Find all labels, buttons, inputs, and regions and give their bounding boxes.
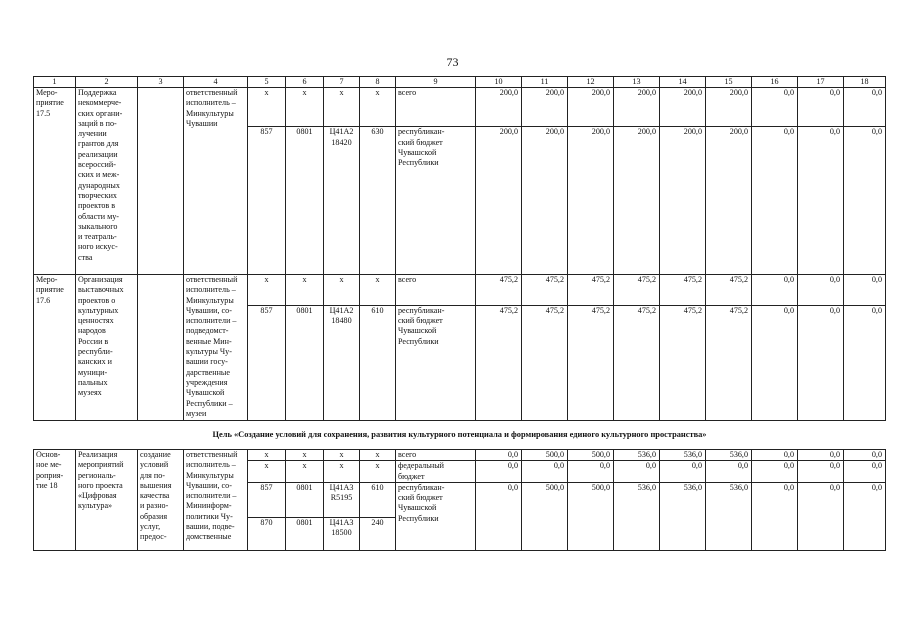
cell-value: 200,0 <box>660 127 706 275</box>
cell-value: 0,0 <box>798 127 844 275</box>
cell-value: 475,2 <box>660 305 706 420</box>
cell-rz: х <box>286 88 324 127</box>
cell-grbs: 857 <box>248 127 286 275</box>
cell-value: 0,0 <box>798 88 844 127</box>
cell-vr: х <box>360 450 396 461</box>
table-row <box>34 88 886 127</box>
page-number: 73 <box>446 55 459 69</box>
cell-type: Основ- ное ме- роприя- тие 18 <box>34 450 76 551</box>
cell-value: 0,0 <box>798 275 844 306</box>
cell-actor: ответственный исполнитель – Минкультуры Чувашии, со- исполнители – подведомст- венные Мин- культуры Чу- вашии госу- дарственные учреждения Чувашской Республики – музеи <box>184 275 248 421</box>
cell-actor: ответственный исполнитель – Минкультуры Чувашии, со- исполнители – Мининформ- политики Чу- вашии, подве- домственные <box>184 450 248 551</box>
cell-vr: х <box>360 275 396 306</box>
cell-value: 475,2 <box>568 305 614 420</box>
cell-grbs: х <box>248 88 286 127</box>
cell-csr: х <box>324 461 360 483</box>
cell-vr: 610 <box>360 305 396 420</box>
budget-table <box>33 76 886 551</box>
header-cell-11: 11 <box>522 77 568 88</box>
header-cell-4: 4 <box>184 77 248 88</box>
header-cell-12: 12 <box>568 77 614 88</box>
cell-source: всего <box>396 88 476 127</box>
cell-value: 500,0 <box>568 482 614 550</box>
cell-value: 0,0 <box>844 88 886 127</box>
cell-value: 475,2 <box>614 305 660 420</box>
cell-value: 475,2 <box>476 275 522 306</box>
cell-value: 200,0 <box>614 127 660 275</box>
cell-value: 200,0 <box>706 88 752 127</box>
cell-rz: х <box>286 461 324 483</box>
cell-value: 0,0 <box>752 127 798 275</box>
cell-rz: 0801 <box>286 127 324 275</box>
cell-source: республикан- ский бюджет Чувашской Республики <box>396 305 476 420</box>
cell-source: всего <box>396 450 476 461</box>
header-cell-17: 17 <box>798 77 844 88</box>
cell-csr: Ц41А2 18420 <box>324 127 360 275</box>
cell-value: 200,0 <box>706 127 752 275</box>
cell-value: 0,0 <box>752 482 798 550</box>
cell-value: 0,0 <box>706 461 752 483</box>
cell-value: 0,0 <box>844 127 886 275</box>
header-row <box>34 77 886 88</box>
cell-value: 0,0 <box>752 461 798 483</box>
cell-value: 475,2 <box>476 305 522 420</box>
cell-csr: Ц41А3 R5195 <box>324 482 360 517</box>
header-cell-8: 8 <box>360 77 396 88</box>
cell-value: 475,2 <box>522 275 568 306</box>
cell-csr: Ц41А2 18480 <box>324 305 360 420</box>
cell-value: 0,0 <box>476 482 522 550</box>
cell-source: федеральный бюджет <box>396 461 476 483</box>
cell-value: 0,0 <box>798 461 844 483</box>
cell-value: 0,0 <box>568 461 614 483</box>
cell-value: 536,0 <box>614 482 660 550</box>
cell-value: 500,0 <box>522 482 568 550</box>
cell-rz: 0801 <box>286 518 324 551</box>
header-cell-1: 1 <box>34 77 76 88</box>
cell-csr: х <box>324 450 360 461</box>
cell-vr: х <box>360 461 396 483</box>
cell-grbs: 870 <box>248 518 286 551</box>
cell-value: 0,0 <box>844 450 886 461</box>
cell-source: республикан- ский бюджет Чувашской Республики <box>396 127 476 275</box>
cell-grbs: 857 <box>248 305 286 420</box>
cell-value: 475,2 <box>660 275 706 306</box>
cell-value: 500,0 <box>522 450 568 461</box>
header-cell-3: 3 <box>138 77 184 88</box>
cell-name: Поддержка некоммерче- ских органи- заций в по- лучении грантов для реализации всероссий- ских и меж- дународных творческих проектов в области му- зыкального и театраль- ного искус- ства <box>76 88 138 275</box>
cell-value: 0,0 <box>522 461 568 483</box>
goal-row <box>34 421 886 450</box>
cell-value: 536,0 <box>660 450 706 461</box>
cell-value: 200,0 <box>522 127 568 275</box>
cell-source: республикан- ский бюджет Чувашской Республики <box>396 482 476 550</box>
cell-value: 200,0 <box>568 88 614 127</box>
cell-value: 475,2 <box>568 275 614 306</box>
cell-value: 475,2 <box>706 305 752 420</box>
cell-value: 200,0 <box>522 88 568 127</box>
cell-value: 475,2 <box>614 275 660 306</box>
cell-value: 475,2 <box>706 275 752 306</box>
table-row <box>34 275 886 306</box>
header-cell-5: 5 <box>248 77 286 88</box>
cell-value: 0,0 <box>844 305 886 420</box>
goal-title: Цель «Создание условий для сохранения, развития культурного потенциала и формирования единого культурного пространства» <box>34 421 886 450</box>
header-cell-10: 10 <box>476 77 522 88</box>
cell-vr: 630 <box>360 127 396 275</box>
cell-value: 0,0 <box>752 305 798 420</box>
cell-value: 0,0 <box>752 450 798 461</box>
cell-value: 0,0 <box>752 88 798 127</box>
cell-value: 0,0 <box>798 305 844 420</box>
header-cell-14: 14 <box>660 77 706 88</box>
header-cell-2: 2 <box>76 77 138 88</box>
cell-vr: 240 <box>360 518 396 551</box>
cell-rz: х <box>286 275 324 306</box>
cell-name: Реализация мероприятий региональ- ного проекта «Цифровая культура» <box>76 450 138 551</box>
cell-rz: х <box>286 450 324 461</box>
cell-value: 0,0 <box>844 275 886 306</box>
cell-value: 200,0 <box>568 127 614 275</box>
cell-name: Организация выставочных проектов о культурных ценностях народов России в республи- канских и муници- пальных музеях <box>76 275 138 421</box>
cell-value: 200,0 <box>614 88 660 127</box>
cell-grbs: х <box>248 461 286 483</box>
cell-rz: 0801 <box>286 305 324 420</box>
cell-value: 200,0 <box>476 88 522 127</box>
cell-vr: х <box>360 88 396 127</box>
header-cell-15: 15 <box>706 77 752 88</box>
cell-value: 475,2 <box>522 305 568 420</box>
cell-value: 536,0 <box>706 482 752 550</box>
cell-grbs: х <box>248 275 286 306</box>
cell-value: 200,0 <box>476 127 522 275</box>
cell-type: Меро- приятие 17.5 <box>34 88 76 275</box>
header-cell-9: 9 <box>396 77 476 88</box>
cell-goal <box>138 88 184 275</box>
cell-value: 500,0 <box>568 450 614 461</box>
cell-csr: х <box>324 88 360 127</box>
cell-value: 0,0 <box>476 461 522 483</box>
cell-type: Меро- приятие 17.6 <box>34 275 76 421</box>
table-row <box>34 450 886 461</box>
cell-value: 200,0 <box>660 88 706 127</box>
cell-actor: ответственный исполнитель – Минкультуры Чувашии <box>184 88 248 275</box>
header-cell-18: 18 <box>844 77 886 88</box>
header-cell-6: 6 <box>286 77 324 88</box>
cell-value: 0,0 <box>476 450 522 461</box>
cell-value: 0,0 <box>844 461 886 483</box>
header-cell-7: 7 <box>324 77 360 88</box>
cell-csr: Ц41А3 18500 <box>324 518 360 551</box>
cell-goal: создание условий для по- вышения качества и разно- образия услуг, предос- <box>138 450 184 551</box>
header-cell-16: 16 <box>752 77 798 88</box>
header-cell-13: 13 <box>614 77 660 88</box>
cell-value: 0,0 <box>614 461 660 483</box>
cell-vr: 610 <box>360 482 396 517</box>
cell-grbs: 857 <box>248 482 286 517</box>
cell-value: 0,0 <box>660 461 706 483</box>
cell-goal <box>138 275 184 421</box>
cell-value: 0,0 <box>798 450 844 461</box>
cell-rz: 0801 <box>286 482 324 517</box>
cell-value: 0,0 <box>844 482 886 550</box>
cell-value: 536,0 <box>706 450 752 461</box>
cell-value: 0,0 <box>752 275 798 306</box>
cell-source: всего <box>396 275 476 306</box>
cell-value: 0,0 <box>798 482 844 550</box>
cell-value: 536,0 <box>614 450 660 461</box>
cell-csr: х <box>324 275 360 306</box>
cell-grbs: х <box>248 450 286 461</box>
cell-value: 536,0 <box>660 482 706 550</box>
